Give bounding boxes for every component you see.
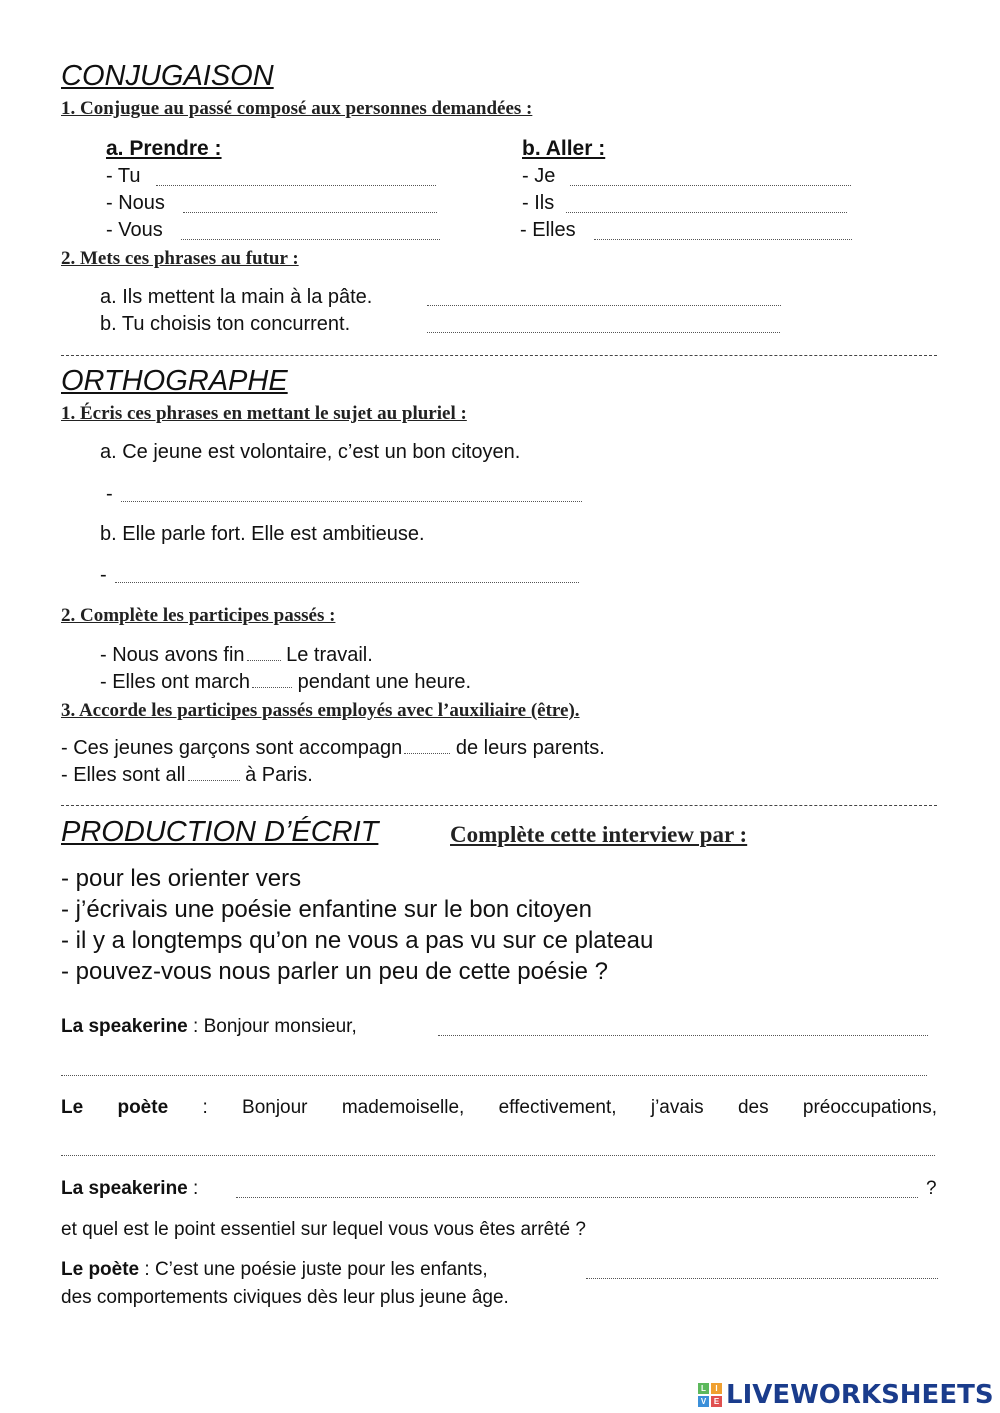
blank-field[interactable]	[404, 753, 450, 754]
interview-line: des comportements civiques dès leur plus jeune âge.	[61, 1287, 509, 1308]
dialogue-word: des	[737, 1097, 769, 1118]
option-item: - il y a longtemps qu’on ne vous a pas vu sur ce plateau	[61, 927, 654, 954]
liveworksheets-logo[interactable]	[698, 1380, 994, 1410]
pronoun-label: - Ils	[522, 192, 555, 214]
section-divider	[61, 805, 937, 806]
dialogue-text: :	[193, 1178, 199, 1199]
question-title: 1. Écris ces phrases en mettant le sujet au pluriel :	[61, 403, 467, 424]
question-title: 2. Complète les participes passés :	[61, 605, 336, 626]
question-mark: ?	[926, 1178, 937, 1199]
section-divider	[61, 355, 937, 356]
logo-mark-icon	[698, 1383, 722, 1407]
pronoun-label: - Je	[522, 165, 556, 187]
logo-tile: I	[711, 1383, 722, 1394]
pronoun-label: - Nous	[106, 192, 165, 214]
pronoun-label: - Vous	[106, 219, 163, 241]
dialogue-word: mademoiselle,	[341, 1097, 465, 1118]
participle-before: - Nous avons fin	[100, 644, 245, 666]
sentence: a. Ce jeune est volontaire, c’est un bon citoyen.	[100, 441, 521, 463]
question-title: 2. Mets ces phrases au futur :	[61, 248, 299, 269]
answer-line[interactable]	[61, 1155, 935, 1156]
logo-tile: V	[698, 1396, 709, 1407]
answer-line[interactable]	[156, 185, 436, 186]
dialogue-word: préoccupations,	[802, 1097, 938, 1118]
interview-line	[61, 1097, 937, 1119]
option-item: - pouvez-vous nous parler un peu de cette poésie ?	[61, 958, 609, 985]
answer-line[interactable]	[566, 212, 847, 213]
section-title-orthographe: ORTHOGRAPHE	[61, 365, 288, 397]
answer-line[interactable]	[61, 1075, 927, 1076]
instruction-title: Complète cette interview par :	[450, 822, 748, 847]
interview-line	[61, 1178, 198, 1200]
accord-after: à Paris.	[245, 764, 313, 786]
dialogue-word: effectivement,	[498, 1097, 617, 1118]
pronoun-label: - Tu	[106, 165, 141, 187]
speaker-label: La speakerine	[61, 1016, 188, 1037]
answer-line[interactable]	[181, 239, 440, 240]
logo-tile: L	[698, 1383, 709, 1394]
answer-line[interactable]	[586, 1278, 938, 1279]
interview-line: et quel est le point essentiel sur lequel vous vous êtes arrêté ?	[61, 1219, 586, 1240]
answer-line[interactable]	[427, 332, 780, 333]
accord-before: - Ces jeunes garçons sont accompagn	[61, 737, 403, 759]
answer-line[interactable]	[183, 212, 437, 213]
answer-line[interactable]	[438, 1035, 928, 1036]
interview-line	[61, 1259, 488, 1281]
question-title: 1. Conjugue au passé composé aux personnes demandées :	[61, 98, 533, 119]
speaker-label: Le poète	[61, 1097, 169, 1118]
accord-item	[61, 764, 313, 787]
participle-before: - Elles ont march	[100, 671, 251, 693]
verb-heading-aller: b. Aller :	[522, 137, 606, 160]
participle-after: Le travail.	[286, 644, 373, 666]
option-item: - pour les orienter vers	[61, 865, 302, 892]
sentence: b. Elle parle fort. Elle est ambitieuse.	[100, 523, 425, 545]
logo-tile: E	[711, 1396, 722, 1407]
dialogue-word: :	[202, 1097, 208, 1118]
participle-item	[100, 671, 471, 694]
dash-marker: -	[100, 564, 107, 586]
dash-marker: -	[106, 483, 113, 505]
accord-item	[61, 737, 605, 760]
verb-heading-prendre: a. Prendre :	[106, 137, 222, 160]
participle-after: pendant une heure.	[297, 671, 472, 693]
sentence: a. Ils mettent la main à la pâte.	[100, 286, 373, 308]
speaker-label: La speakerine	[61, 1178, 188, 1199]
accord-after: de leurs parents.	[455, 737, 605, 759]
interview-line	[61, 1016, 357, 1038]
dialogue-text: : C’est une poésie juste pour les enfants,	[144, 1259, 488, 1280]
option-item: - j’écrivais une poésie enfantine sur le bon citoyen	[61, 896, 592, 923]
dialogue-word: j’avais	[650, 1097, 704, 1118]
blank-field[interactable]	[247, 660, 281, 661]
accord-before: - Elles sont all	[61, 764, 186, 786]
answer-line[interactable]	[115, 582, 579, 583]
pronoun-label: - Elles	[520, 219, 576, 241]
answer-line[interactable]	[236, 1197, 918, 1198]
blank-field[interactable]	[188, 780, 240, 781]
blank-field[interactable]	[252, 687, 292, 688]
section-title-production: PRODUCTION D’ÉCRIT	[61, 816, 379, 848]
answer-line[interactable]	[427, 305, 781, 306]
dialogue-word: Bonjour	[242, 1097, 308, 1118]
participle-item	[100, 644, 373, 667]
answer-line[interactable]	[570, 185, 851, 186]
answer-line[interactable]	[121, 501, 582, 502]
logo-text: LIVEWORKSHEETS	[726, 1380, 994, 1410]
section-title-conjugaison: CONJUGAISON	[61, 60, 274, 92]
speaker-label: Le poète	[61, 1259, 140, 1280]
answer-line[interactable]	[594, 239, 852, 240]
sentence: b. Tu choisis ton concurrent.	[100, 313, 351, 335]
question-title: 3. Accorde les participes passés employés avec l’auxiliaire (être).	[61, 700, 580, 721]
dialogue-text: : Bonjour monsieur,	[193, 1016, 357, 1037]
